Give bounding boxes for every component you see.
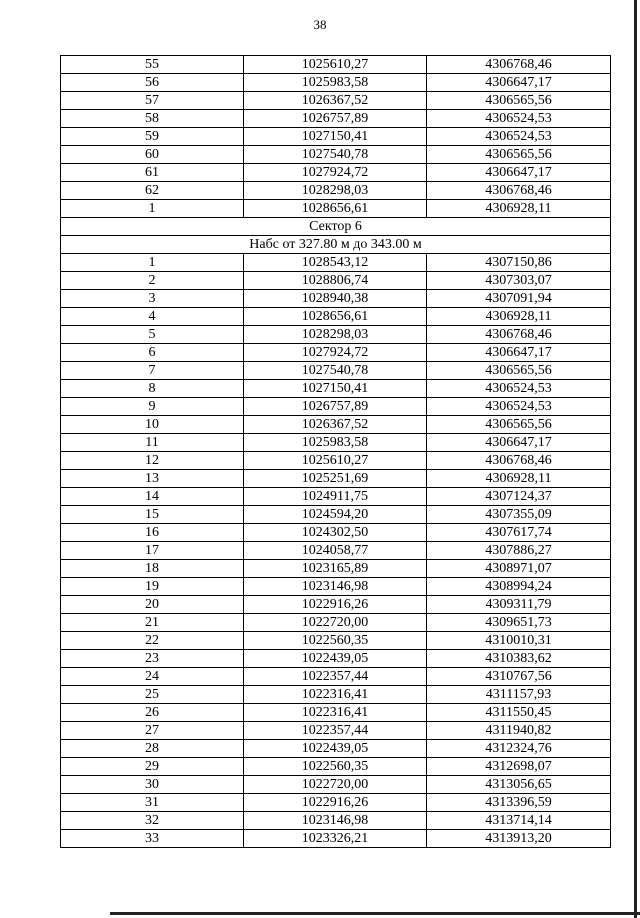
coord-y: 4313714,14 — [427, 812, 611, 830]
coord-x: 1025983,58 — [244, 434, 427, 452]
coord-y: 4308971,07 — [427, 560, 611, 578]
coord-x: 1024058,77 — [244, 542, 427, 560]
point-number: 24 — [61, 668, 244, 686]
point-number: 12 — [61, 452, 244, 470]
point-number: 23 — [61, 650, 244, 668]
point-number: 55 — [61, 56, 244, 74]
table-body-before — [61, 56, 611, 218]
point-number: 57 — [61, 92, 244, 110]
point-number: 7 — [61, 362, 244, 380]
coord-y: 4311940,82 — [427, 722, 611, 740]
coord-y: 4313056,65 — [427, 776, 611, 794]
coord-x: 1028656,61 — [244, 200, 427, 218]
coord-y: 4306647,17 — [427, 344, 611, 362]
point-number: 19 — [61, 578, 244, 596]
table-row — [61, 92, 611, 110]
point-number: 11 — [61, 434, 244, 452]
table-row — [61, 326, 611, 344]
coord-y: 4307886,27 — [427, 542, 611, 560]
coord-y: 4309651,73 — [427, 614, 611, 632]
table-row — [61, 794, 611, 812]
point-number: 59 — [61, 128, 244, 146]
table-row — [61, 416, 611, 434]
point-number: 62 — [61, 182, 244, 200]
coord-x: 1025251,69 — [244, 470, 427, 488]
table-row — [61, 398, 611, 416]
coord-y: 4309311,79 — [427, 596, 611, 614]
coord-y: 4308994,24 — [427, 578, 611, 596]
table-row — [61, 578, 611, 596]
coord-y: 4306768,46 — [427, 326, 611, 344]
coord-y: 4307303,07 — [427, 272, 611, 290]
coord-x: 1022357,44 — [244, 668, 427, 686]
point-number: 5 — [61, 326, 244, 344]
coord-y: 4307355,09 — [427, 506, 611, 524]
table-row — [61, 200, 611, 218]
table-row — [61, 110, 611, 128]
coord-y: 4306565,56 — [427, 362, 611, 380]
point-number: 58 — [61, 110, 244, 128]
table-row — [61, 290, 611, 308]
table-body-after — [61, 254, 611, 848]
table-row — [61, 146, 611, 164]
point-number: 56 — [61, 74, 244, 92]
point-number: 10 — [61, 416, 244, 434]
coord-x: 1027540,78 — [244, 146, 427, 164]
point-number: 20 — [61, 596, 244, 614]
table-row — [61, 776, 611, 794]
coord-y: 4306928,11 — [427, 470, 611, 488]
coord-x: 1023146,98 — [244, 578, 427, 596]
coord-x: 1022916,26 — [244, 596, 427, 614]
coord-x: 1025610,27 — [244, 56, 427, 74]
point-number: 61 — [61, 164, 244, 182]
point-number: 15 — [61, 506, 244, 524]
coord-x: 1026367,52 — [244, 92, 427, 110]
coord-x: 1022439,05 — [244, 740, 427, 758]
table-row — [61, 542, 611, 560]
table-row — [61, 722, 611, 740]
coord-y: 4313913,20 — [427, 830, 611, 848]
point-number: 1 — [61, 200, 244, 218]
sector-header — [61, 218, 611, 254]
table-row — [61, 362, 611, 380]
coord-y: 4306928,11 — [427, 200, 611, 218]
coord-y: 4307124,37 — [427, 488, 611, 506]
coord-x: 1026757,89 — [244, 398, 427, 416]
point-number: 13 — [61, 470, 244, 488]
coord-x: 1027150,41 — [244, 128, 427, 146]
point-number: 29 — [61, 758, 244, 776]
coord-y: 4307617,74 — [427, 524, 611, 542]
scan-edge-bottom — [110, 912, 640, 915]
point-number: 16 — [61, 524, 244, 542]
coord-x: 1025983,58 — [244, 74, 427, 92]
table-row — [61, 308, 611, 326]
point-number: 2 — [61, 272, 244, 290]
coord-x: 1028940,38 — [244, 290, 427, 308]
coord-y: 4310767,56 — [427, 668, 611, 686]
coord-x: 1023146,98 — [244, 812, 427, 830]
coord-y: 4306647,17 — [427, 164, 611, 182]
coord-y: 4310010,31 — [427, 632, 611, 650]
point-number: 32 — [61, 812, 244, 830]
table-row — [61, 434, 611, 452]
coord-x: 1028298,03 — [244, 182, 427, 200]
point-number: 26 — [61, 704, 244, 722]
coord-x: 1028806,74 — [244, 272, 427, 290]
point-number: 22 — [61, 632, 244, 650]
table-row — [61, 380, 611, 398]
coord-x: 1022316,41 — [244, 704, 427, 722]
coord-y: 4306647,17 — [427, 434, 611, 452]
table-row — [61, 470, 611, 488]
coord-y: 4306768,46 — [427, 182, 611, 200]
sector-title-row — [61, 218, 611, 236]
coord-y: 4306768,46 — [427, 56, 611, 74]
coord-x: 1027924,72 — [244, 344, 427, 362]
table-row — [61, 506, 611, 524]
coord-x: 1022916,26 — [244, 794, 427, 812]
table-row — [61, 56, 611, 74]
coord-x: 1024302,50 — [244, 524, 427, 542]
coord-y: 4311550,45 — [427, 704, 611, 722]
table-row — [61, 560, 611, 578]
page-number: 38 — [313, 17, 327, 32]
point-number: 6 — [61, 344, 244, 362]
coord-x: 1022439,05 — [244, 650, 427, 668]
coord-y: 4306565,56 — [427, 146, 611, 164]
coordinates-table — [60, 55, 611, 848]
point-number: 25 — [61, 686, 244, 704]
table-row — [61, 182, 611, 200]
coord-x: 1022720,00 — [244, 614, 427, 632]
point-number: 27 — [61, 722, 244, 740]
table-row — [61, 74, 611, 92]
coord-x: 1028298,03 — [244, 326, 427, 344]
coord-x: 1028656,61 — [244, 308, 427, 326]
table-row — [61, 686, 611, 704]
point-number: 4 — [61, 308, 244, 326]
table-row — [61, 650, 611, 668]
sector-height-range: Набс от 327.80 м до 343.00 м — [61, 236, 611, 254]
coord-y: 4310383,62 — [427, 650, 611, 668]
coord-y: 4306647,17 — [427, 74, 611, 92]
coord-y: 4306565,56 — [427, 92, 611, 110]
coord-x: 1025610,27 — [244, 452, 427, 470]
sector-title: Сектор 6 — [61, 218, 611, 236]
coord-x: 1022560,35 — [244, 758, 427, 776]
table-row — [61, 452, 611, 470]
scan-edge-right — [634, 0, 637, 918]
table-row — [61, 830, 611, 848]
coord-y: 4306524,53 — [427, 398, 611, 416]
point-number: 18 — [61, 560, 244, 578]
coord-x: 1022560,35 — [244, 632, 427, 650]
coord-y: 4313396,59 — [427, 794, 611, 812]
point-number: 14 — [61, 488, 244, 506]
table-row — [61, 254, 611, 272]
point-number: 33 — [61, 830, 244, 848]
table-row — [61, 704, 611, 722]
point-number: 1 — [61, 254, 244, 272]
coord-x: 1028543,12 — [244, 254, 427, 272]
coord-y: 4306524,53 — [427, 380, 611, 398]
coord-x: 1027924,72 — [244, 164, 427, 182]
coord-x: 1024594,20 — [244, 506, 427, 524]
table-row — [61, 614, 611, 632]
coord-y: 4306565,56 — [427, 416, 611, 434]
coord-x: 1026757,89 — [244, 110, 427, 128]
coord-x: 1023326,21 — [244, 830, 427, 848]
table-row — [61, 524, 611, 542]
table-row — [61, 128, 611, 146]
point-number: 21 — [61, 614, 244, 632]
sector-height-row — [61, 236, 611, 254]
coord-y: 4306928,11 — [427, 308, 611, 326]
coord-x: 1027150,41 — [244, 380, 427, 398]
coord-x: 1023165,89 — [244, 560, 427, 578]
table-row — [61, 488, 611, 506]
coord-x: 1022357,44 — [244, 722, 427, 740]
table-row — [61, 740, 611, 758]
point-number: 17 — [61, 542, 244, 560]
coord-y: 4306768,46 — [427, 452, 611, 470]
point-number: 60 — [61, 146, 244, 164]
coord-x: 1026367,52 — [244, 416, 427, 434]
point-number: 3 — [61, 290, 244, 308]
table-row — [61, 812, 611, 830]
coord-y: 4311157,93 — [427, 686, 611, 704]
table-row — [61, 668, 611, 686]
coord-x: 1024911,75 — [244, 488, 427, 506]
table-row — [61, 344, 611, 362]
point-number: 8 — [61, 380, 244, 398]
coord-y: 4307091,94 — [427, 290, 611, 308]
table-row — [61, 164, 611, 182]
table-row — [61, 632, 611, 650]
table-row — [61, 596, 611, 614]
coord-y: 4312698,07 — [427, 758, 611, 776]
table-row — [61, 758, 611, 776]
coord-x: 1022316,41 — [244, 686, 427, 704]
coord-y: 4312324,76 — [427, 740, 611, 758]
point-number: 31 — [61, 794, 244, 812]
table-row — [61, 272, 611, 290]
point-number: 28 — [61, 740, 244, 758]
coord-x: 1027540,78 — [244, 362, 427, 380]
point-number: 9 — [61, 398, 244, 416]
coord-y: 4307150,86 — [427, 254, 611, 272]
coord-y: 4306524,53 — [427, 128, 611, 146]
point-number: 30 — [61, 776, 244, 794]
coord-y: 4306524,53 — [427, 110, 611, 128]
coord-x: 1022720,00 — [244, 776, 427, 794]
